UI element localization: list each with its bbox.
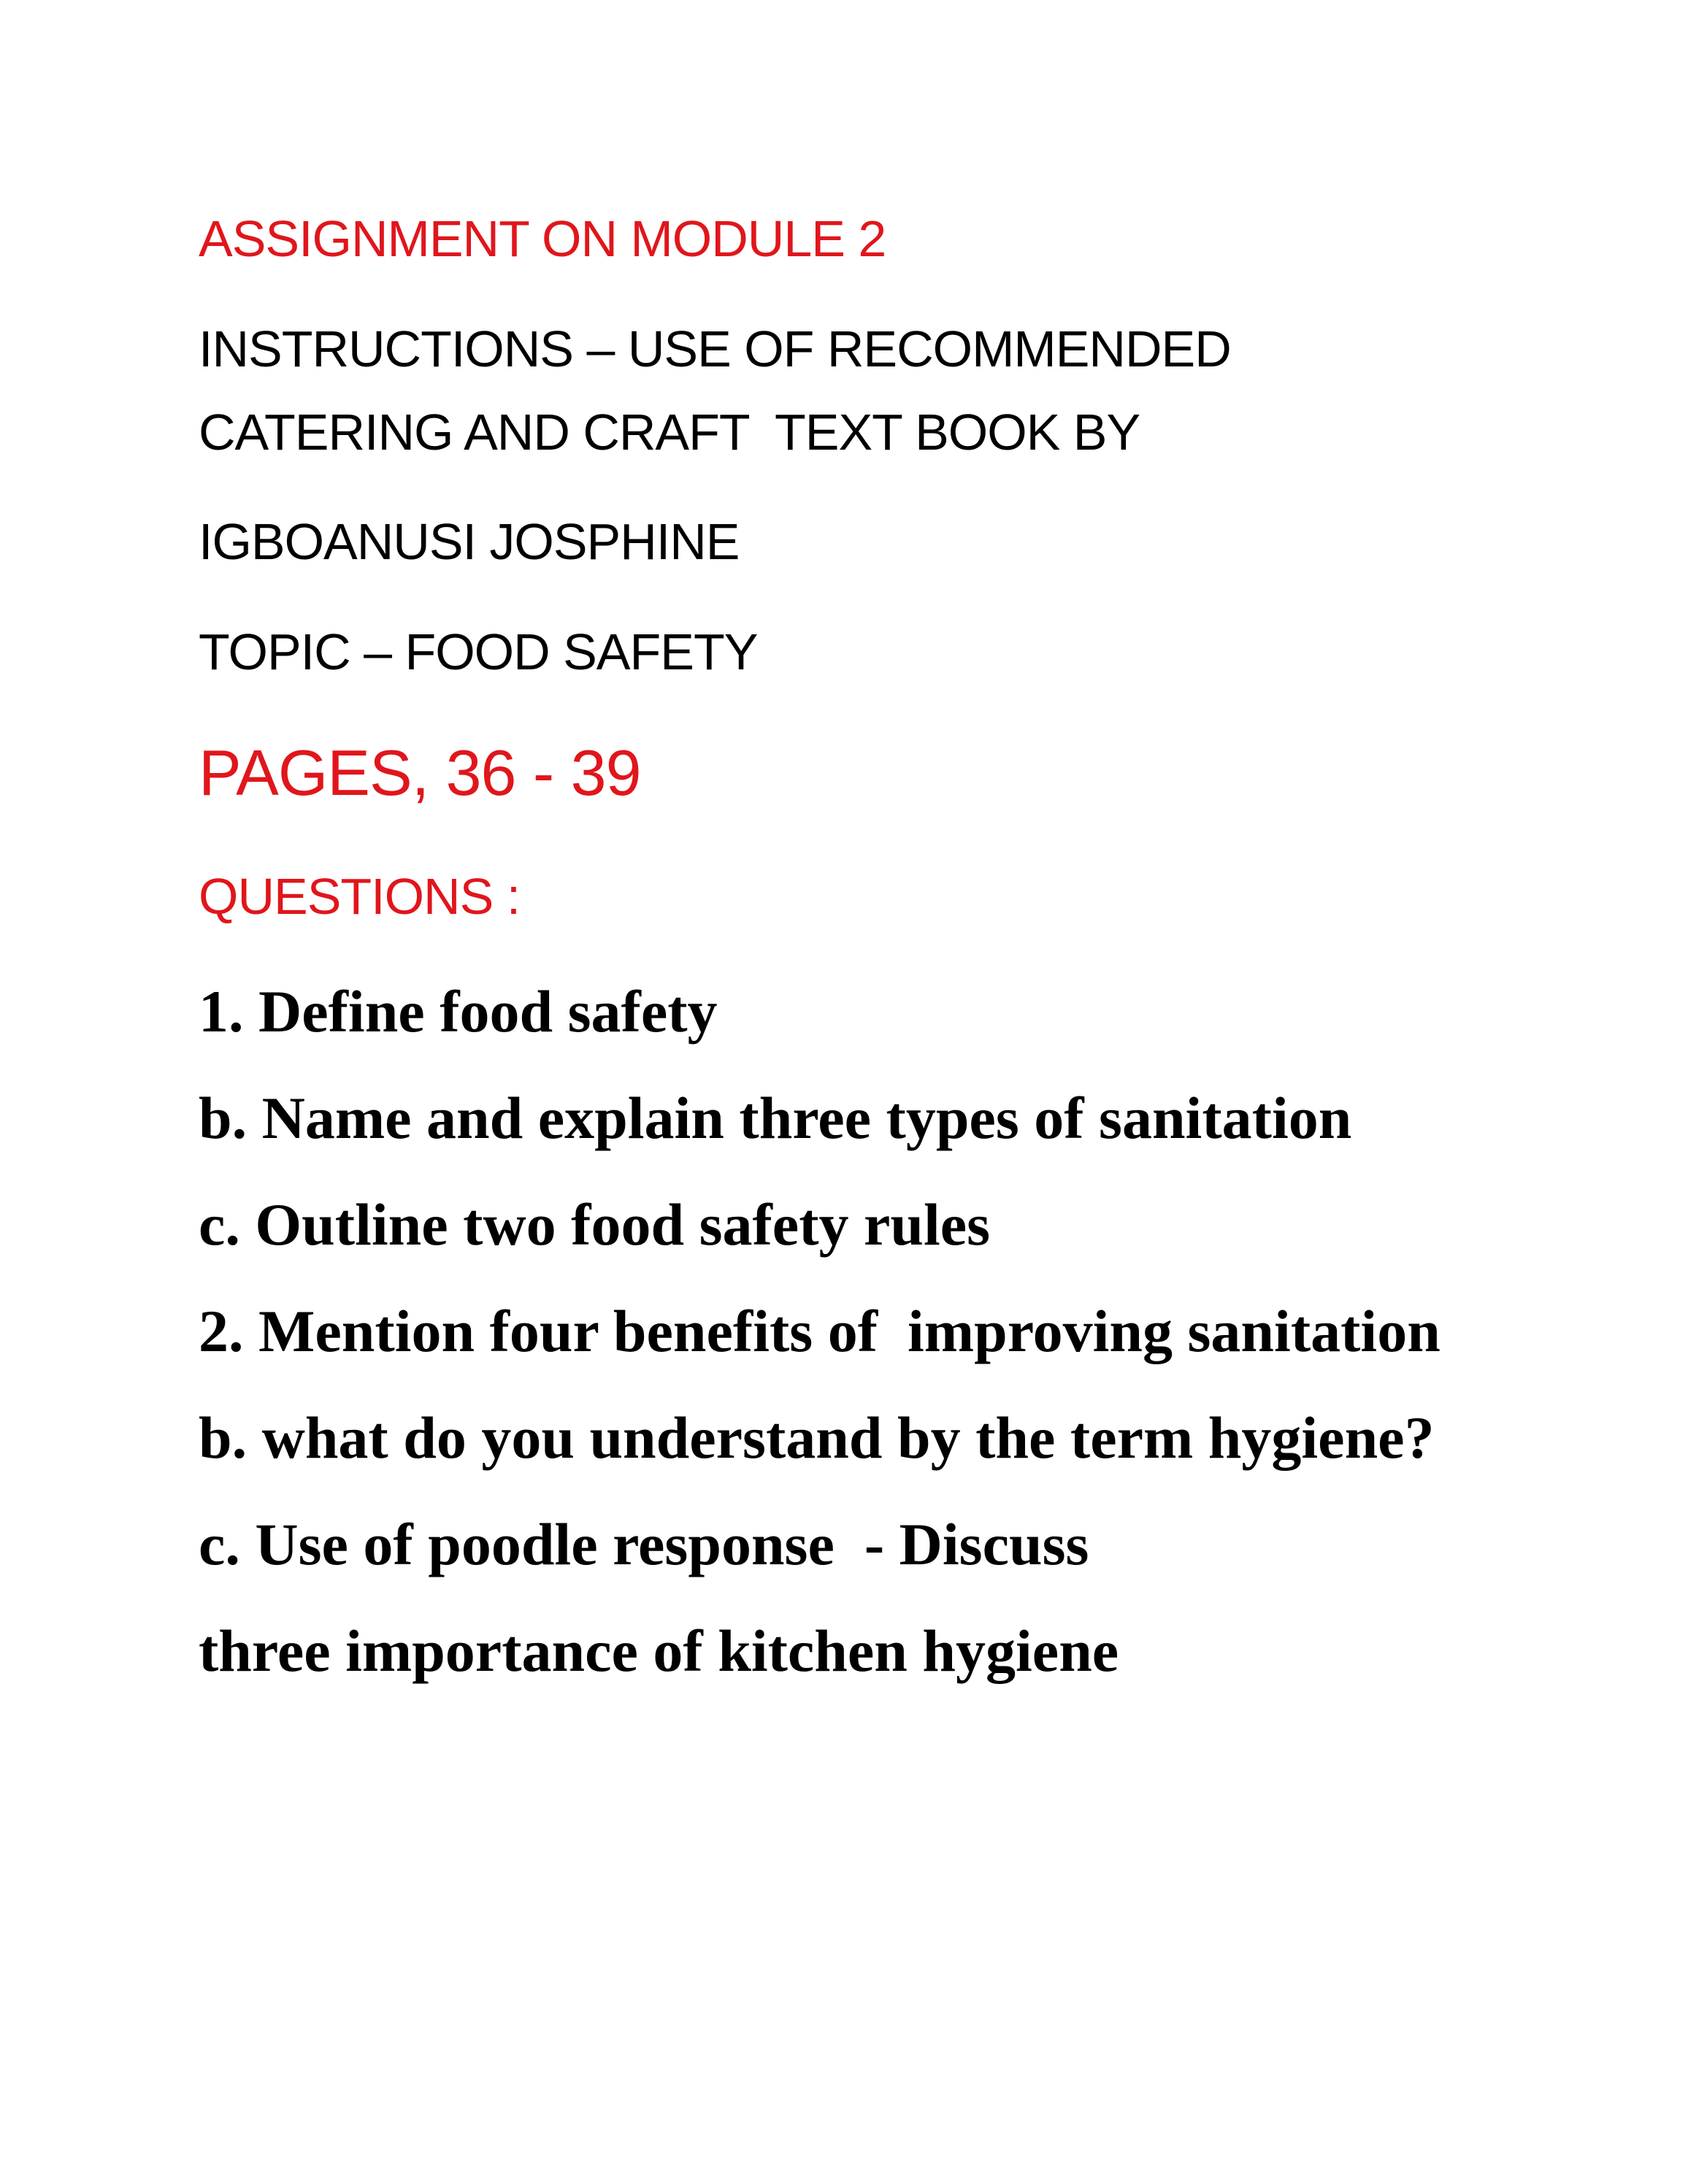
topic-line: TOPIC – FOOD SAFETY	[199, 623, 758, 680]
question-2c-continued: three importance of kitchen hygiene	[199, 1618, 1119, 1684]
question-1a: 1. Define food safety	[199, 978, 718, 1045]
question-1b: b. Name and explain three types of sanitation	[199, 1085, 1352, 1151]
question-1c: c. Outline two food safety rules	[199, 1191, 991, 1258]
question-2b: b. what do you understand by the term hygiene?	[199, 1404, 1435, 1471]
assignment-title: ASSIGNMENT ON MODULE 2	[199, 210, 886, 267]
questions-heading: QUESTIONS :	[199, 868, 521, 925]
instructions-line-1: INSTRUCTIONS – USE OF RECOMMENDED	[199, 320, 1231, 377]
instructions-line-2: CATERING AND CRAFT TEXT BOOK BY	[199, 404, 1140, 461]
pages-range: PAGES, 36 - 39	[199, 737, 641, 809]
question-2a: 2. Mention four benefits of improving sanitation	[199, 1298, 1440, 1364]
question-2c: c. Use of poodle response - Discuss	[199, 1511, 1089, 1577]
textbook-author: IGBOANUSI JOSPHINE	[199, 513, 740, 570]
